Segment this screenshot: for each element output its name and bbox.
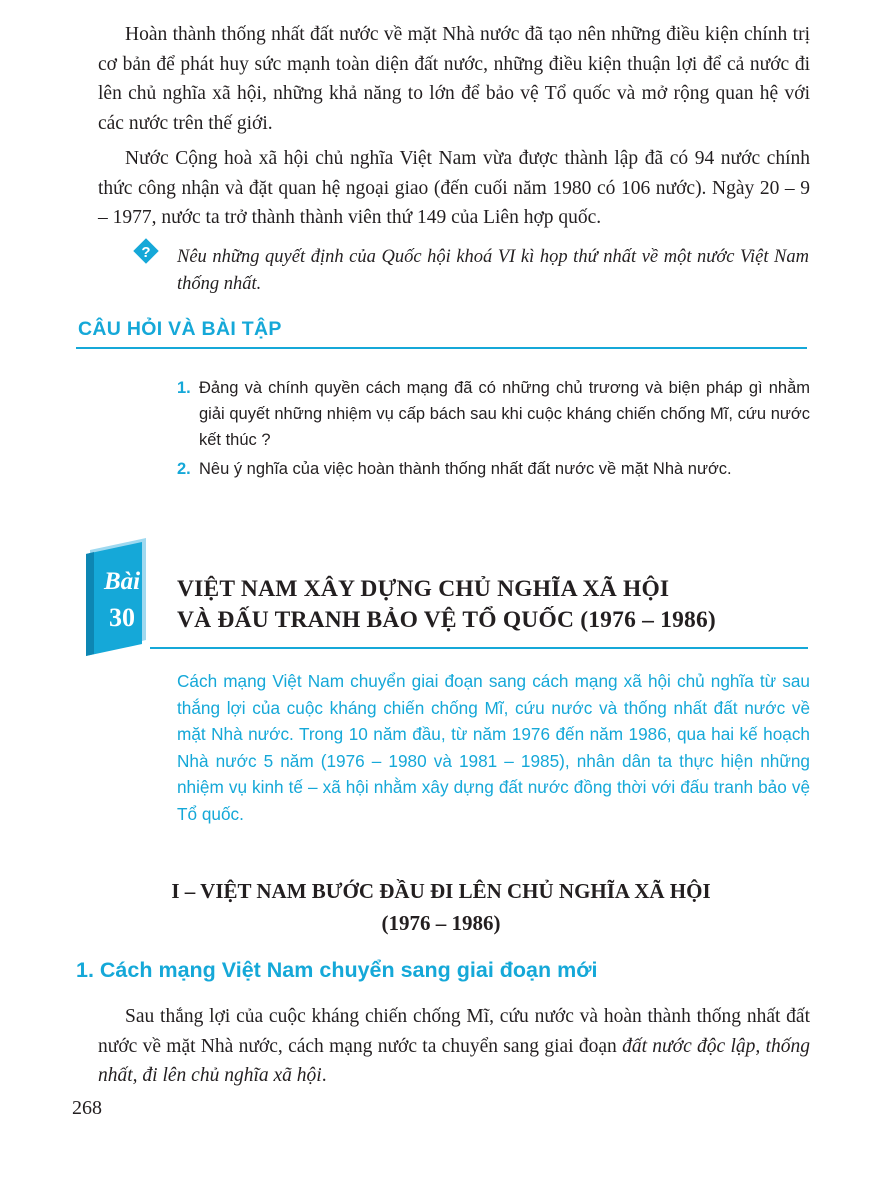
lesson-label: Bài	[103, 568, 141, 595]
exercise-number: 2.	[177, 460, 191, 478]
lesson-number: 30	[109, 603, 135, 632]
svg-text:?: ?	[141, 244, 151, 261]
part-title-line-1: I – VIỆT NAM BƯỚC ĐẦU ĐI LÊN CHỦ NGHĨA XÃ HỘI	[171, 879, 711, 903]
lesson-book-icon	[84, 536, 156, 658]
section-divider	[76, 347, 807, 349]
paragraph-new-stage	[98, 1002, 810, 1091]
exercise-number: 1.	[177, 379, 191, 397]
paragraph-international-recognition: Nước Cộng hoà xã hội chủ nghĩa Việt Nam vừa được thành lập đã có 94 nước chính thức công nhận và đặt quan hệ ngoại giao (đến cuối năm 1980 có 106 nước). Ngày 20 – 9 – 1977, nước ta trở thành thành viên thứ 149 của Liên hợp quốc.	[98, 148, 810, 228]
paragraph-new-stage-emphasis: đất nước độc lập, thống nhất, đi lên chủ nghĩa xã hội	[98, 1035, 810, 1086]
lesson-intro: Cách mạng Việt Nam chuyển giai đoạn sang cách mạng xã hội chủ nghĩa từ sau thắng lợi của cuộc kháng chiến chống Mĩ, cứu nước và thống nhất đất nước về mặt Nhà nước. Trong 10 năm đầu, từ năm 1976 đến năm 1986, qua hai kế hoạch Nhà nước 5 năm (1976 – 1980 và 1981 – 1985), nhân dân ta thực hiện những nhiệm vụ kinh tế – xã hội nhằm xây dựng đất nước đồng thời với đấu tranh bảo vệ Tổ quốc.	[177, 671, 810, 824]
review-question: Nêu những quyết định của Quốc hội khoá VI kì họp thứ nhất về một nước Việt Nam thống nhất.	[177, 247, 809, 294]
subsection-heading: 1. Cách mạng Việt Nam chuyển sang giai đoạn mới	[76, 958, 598, 982]
lesson-title	[177, 574, 716, 636]
paragraph-unification-conditions: Hoàn thành thống nhất đất nước về mặt Nhà nước đã tạo nên những điều kiện chính trị cơ bản để phát huy sức mạnh toàn diện đất nước, những điều kiện thuận lợi để cả nước đi lên chủ nghĩa xã hội, những khả năng to lớn để bảo vệ Tổ quốc và mở rộng quan hệ với các nước trên thế giới.	[98, 24, 810, 134]
exercise-text: Nêu ý nghĩa của việc hoàn thành thống nhất đất nước về mặt Nhà nước.	[199, 460, 732, 478]
page-number: 268	[72, 1097, 102, 1119]
lesson-title-line-1: VIỆT NAM XÂY DỰNG CHỦ NGHĨA XÃ HỘI	[177, 576, 670, 602]
exercise-text: Đảng và chính quyền cách mạng đã có những chủ trương và biện pháp gì nhằm giải quyết những nhiệm vụ cấp bách sau khi cuộc kháng chiến chống Mĩ, cứu nước kết thúc ?	[199, 379, 810, 449]
lesson-divider	[150, 647, 808, 649]
lesson-title-line-2: VÀ ĐẤU TRANH BẢO VỆ TỔ QUỐC (1976 – 1986)	[177, 607, 716, 633]
part-title-line-2: (1976 – 1986)	[381, 911, 501, 935]
part-title	[98, 875, 784, 939]
question-diamond-icon	[131, 236, 161, 266]
exercise-item	[177, 456, 810, 482]
exercise-item	[177, 375, 810, 453]
paragraph-new-stage-start: Sau thắng lợi của cuộc kháng chiến chống Mĩ, cứu nước và hoàn thành thống nhất đất nước về mặt Nhà nước, cách mạng nước ta chuyển sang giai đoạn	[98, 1006, 810, 1057]
paragraph-new-stage-end: .	[321, 1065, 327, 1086]
section-heading-exercises: CÂU HỎI VÀ BÀI TẬP	[78, 318, 282, 340]
